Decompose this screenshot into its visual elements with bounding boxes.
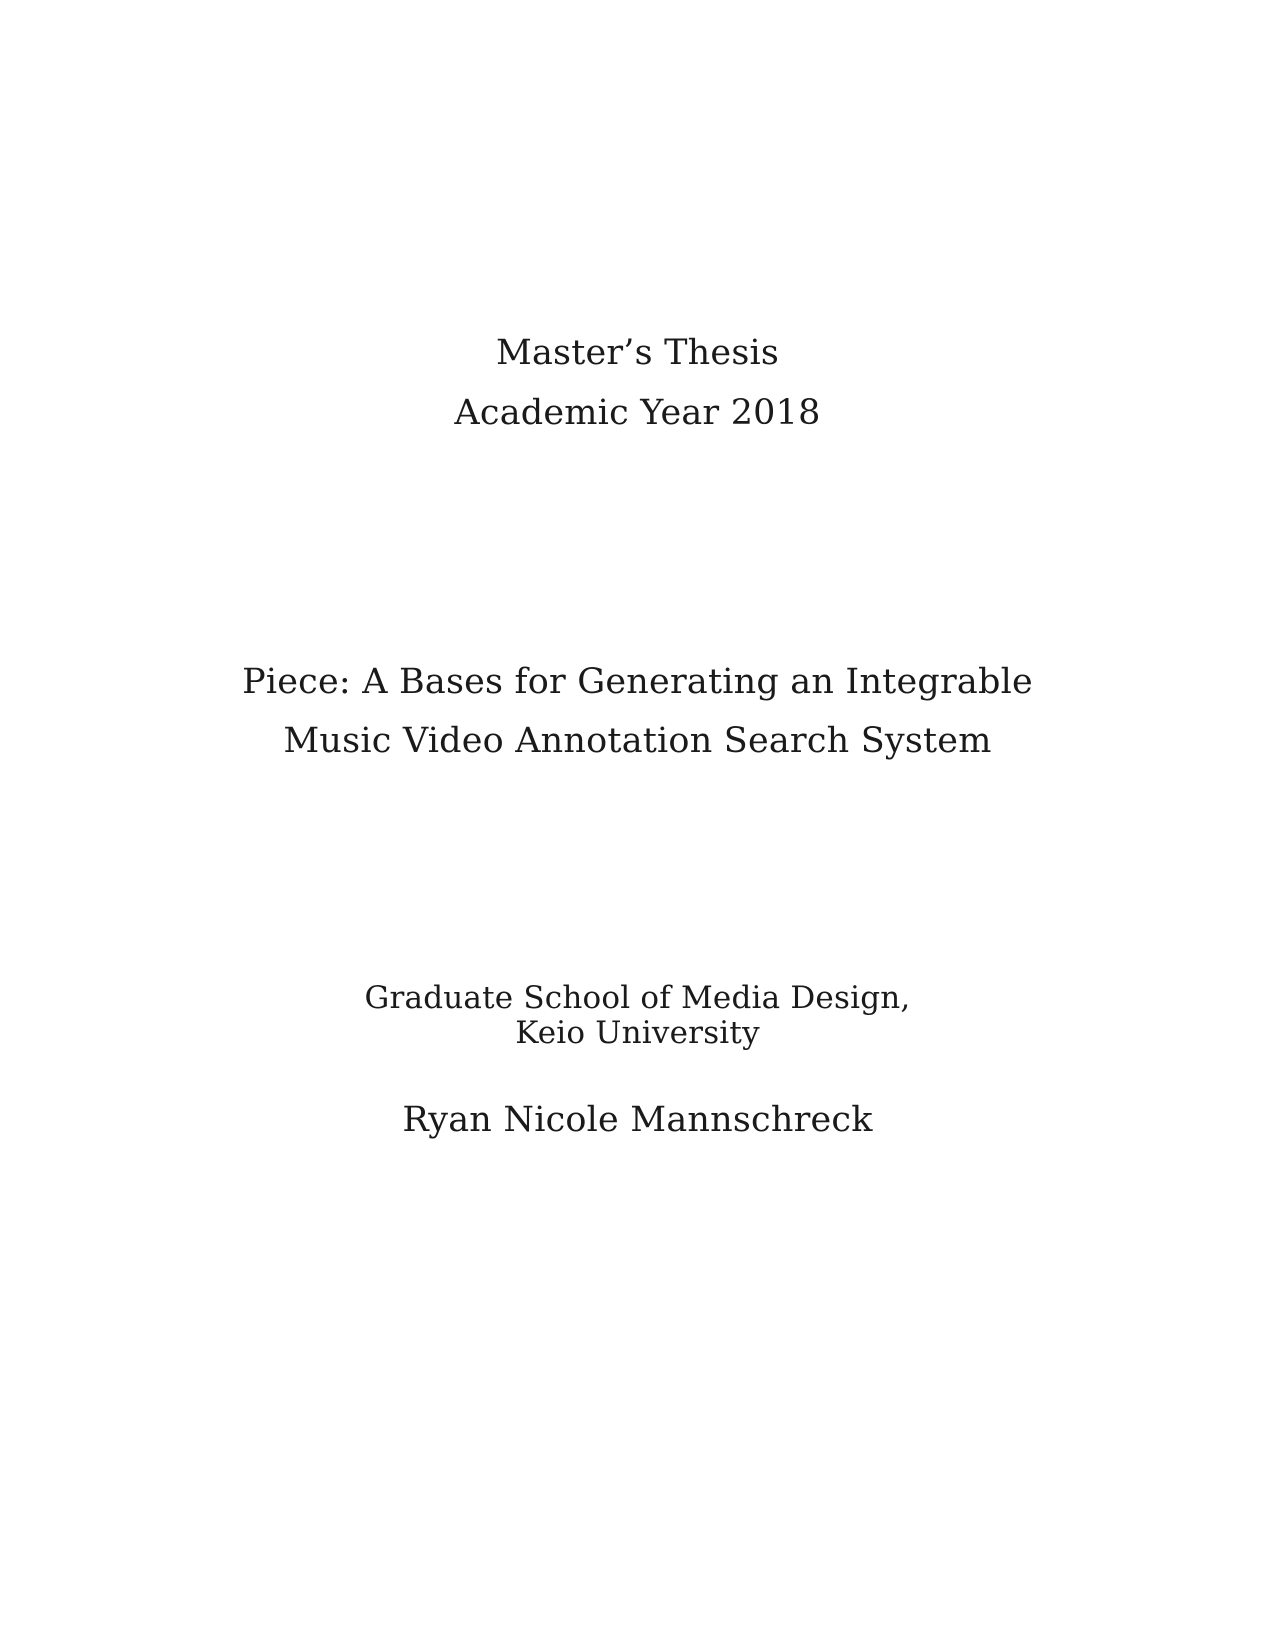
thesis-title-line-2: Music Video Annotation Search System [283, 721, 992, 761]
affiliation-line-2: Keio University [515, 1015, 760, 1051]
academic-year: Academic Year 2018 [454, 393, 821, 433]
thesis-title-line-1: Piece: A Bases for Generating an Integrable [242, 662, 1033, 702]
affiliation-line-1: Graduate School of Media Design, [364, 980, 911, 1016]
author-name: Ryan Nicole Mannschreck [402, 1100, 873, 1140]
thesis-type: Master’s Thesis [495, 333, 780, 373]
